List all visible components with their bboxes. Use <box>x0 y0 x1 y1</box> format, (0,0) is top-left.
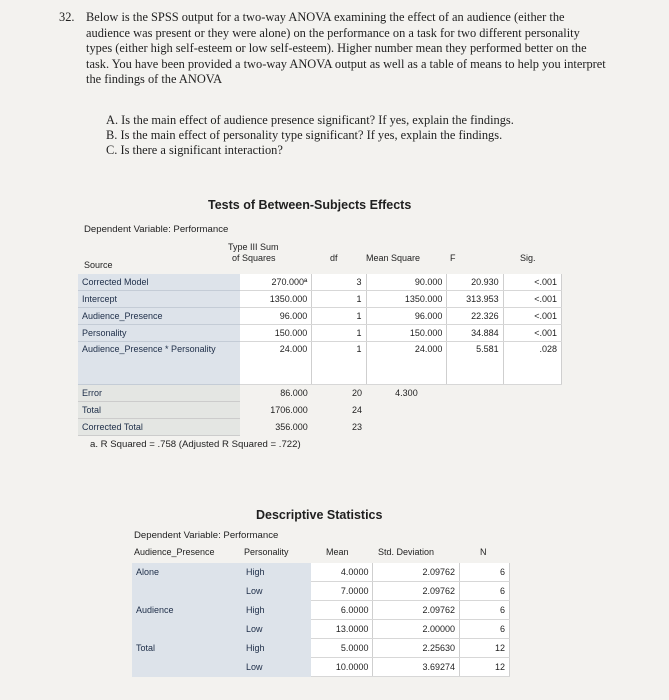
header-ss-line1: Type III Sum <box>228 242 279 252</box>
row-source: Personality <box>78 325 240 342</box>
row-source: Error <box>78 385 240 402</box>
cell-sig: <.001 <box>503 274 561 291</box>
cell-df: 3 <box>312 274 366 291</box>
cell-personality: High <box>242 563 311 582</box>
row-source: Intercept <box>78 291 240 308</box>
table-row <box>132 601 510 620</box>
cell-df: 1 <box>312 325 366 342</box>
row-source: Total <box>78 402 240 419</box>
question-number: 32. <box>59 10 75 24</box>
cell-ss: 1706.000 <box>270 405 308 415</box>
descriptives-table <box>132 563 510 677</box>
cell-df: 1 <box>312 342 366 385</box>
table-row <box>78 385 562 402</box>
cell-sd: 2.09762 <box>373 563 460 582</box>
cell-f: 5.581 <box>447 342 503 385</box>
header-n: N <box>480 547 487 557</box>
cell-sig: <.001 <box>503 325 561 342</box>
row-source: Audience_Presence <box>78 308 240 325</box>
row-source: Corrected Total <box>78 419 240 436</box>
header-source: Source <box>84 260 113 270</box>
cell-audience <box>132 582 242 601</box>
cell-personality: High <box>242 639 311 658</box>
sub-questions <box>106 113 514 159</box>
sub-question-a: A. Is the main effect of audience presence significant? If yes, explain the findings. <box>106 113 514 127</box>
cell-df: 20 <box>352 388 363 399</box>
table-row <box>78 291 562 308</box>
cell-df: 24 <box>352 405 363 415</box>
cell-ms: 96.000 <box>366 308 447 325</box>
header-sig: Sig. <box>520 253 536 263</box>
table-row <box>78 402 562 419</box>
cell-ss: 356.000 <box>275 422 308 432</box>
cell-f: 22.326 <box>447 308 503 325</box>
sub-question-b: B. Is the main effect of personality type significant? If yes, explain the findings. <box>106 128 503 143</box>
cell-personality: Low <box>242 582 311 601</box>
cell-f <box>447 402 503 419</box>
row-source: Audience_Presence * Personality <box>78 342 240 385</box>
anova-title: Tests of Between-Subjects Effects <box>208 198 412 212</box>
cell-ss: 270.000ª <box>240 274 312 291</box>
table-row <box>78 274 562 291</box>
cell-sig <box>503 402 561 419</box>
cell-df: 23 <box>352 422 363 432</box>
anova-dependent-variable: Dependent Variable: Performance <box>84 224 229 235</box>
cell-mean: 13.0000 <box>311 620 373 639</box>
cell-f: 313.953 <box>447 291 503 308</box>
table-row <box>132 563 510 582</box>
descriptives-title: Descriptive Statistics <box>256 508 383 522</box>
cell-audience: Alone <box>132 563 242 582</box>
cell-audience <box>132 658 242 677</box>
cell-ss: 96.000 <box>240 308 312 325</box>
cell-mean: 10.0000 <box>311 658 373 677</box>
cell-mean: 6.0000 <box>311 601 373 620</box>
cell-ms <box>366 402 447 419</box>
cell-ss: 1350.000 <box>240 291 312 308</box>
cell-ms <box>366 419 447 436</box>
cell-mean: 5.0000 <box>311 639 373 658</box>
cell-ms: 1350.000 <box>366 291 447 308</box>
cell-sd: 2.09762 <box>373 601 460 620</box>
cell-ss: 86.000 <box>280 388 308 399</box>
question-block <box>59 10 606 88</box>
cell-n: 6 <box>460 582 510 601</box>
cell-ms: 24.000 <box>366 342 447 385</box>
anova-table <box>78 274 562 436</box>
cell-sd: 3.69274 <box>373 658 460 677</box>
cell-df: 1 <box>312 291 366 308</box>
table-row <box>132 582 510 601</box>
sub-question-c: C. Is there a significant interaction? <box>106 143 283 158</box>
cell-n: 12 <box>460 658 510 677</box>
descriptives-dependent-variable: Dependent Variable: Performance <box>134 530 279 541</box>
cell-ms: 90.000 <box>366 274 447 291</box>
header-audience: Audience_Presence <box>134 547 215 557</box>
cell-sig <box>503 419 561 436</box>
cell-sd: 2.00000 <box>373 620 460 639</box>
header-f: F <box>450 253 456 263</box>
cell-f: 34.884 <box>447 325 503 342</box>
header-df: df <box>330 253 338 263</box>
table-row <box>78 308 562 325</box>
cell-audience: Total <box>132 639 242 658</box>
cell-sig: <.001 <box>503 308 561 325</box>
table-row <box>132 620 510 639</box>
header-std-deviation: Std. Deviation <box>378 547 435 557</box>
cell-sd: 2.25630 <box>373 639 460 658</box>
cell-mean: 7.0000 <box>311 582 373 601</box>
header-mean-square: Mean Square <box>366 253 421 263</box>
table-row <box>132 658 510 677</box>
cell-sd: 2.09762 <box>373 582 460 601</box>
cell-ms: 150.000 <box>366 325 447 342</box>
cell-ss: 150.000 <box>240 325 312 342</box>
cell-n: 6 <box>460 620 510 639</box>
cell-personality: Low <box>242 620 311 639</box>
cell-ss: 24.000 <box>240 342 312 385</box>
cell-sig <box>503 385 561 402</box>
header-personality: Personality <box>244 547 289 557</box>
cell-sig: .028 <box>503 342 561 385</box>
cell-sig: <.001 <box>503 291 561 308</box>
header-mean: Mean <box>326 547 349 557</box>
cell-audience: Audience <box>132 601 242 620</box>
cell-f <box>447 419 503 436</box>
cell-ms: 4.300 <box>395 388 418 399</box>
table-row <box>78 419 562 436</box>
cell-mean: 4.0000 <box>311 563 373 582</box>
cell-f <box>447 385 503 402</box>
anova-footnote: a. R Squared = .758 (Adjusted R Squared = .722) <box>90 439 301 450</box>
cell-personality: High <box>242 601 311 620</box>
cell-f: 20.930 <box>447 274 503 291</box>
header-ss-line2: of Squares <box>232 253 276 263</box>
cell-audience <box>132 620 242 639</box>
table-row <box>78 342 562 385</box>
row-source: Corrected Model <box>78 274 240 291</box>
cell-n: 12 <box>460 639 510 658</box>
cell-df: 1 <box>312 308 366 325</box>
cell-personality: Low <box>242 658 311 677</box>
table-row <box>78 325 562 342</box>
table-row <box>132 639 510 658</box>
cell-n: 6 <box>460 563 510 582</box>
cell-n: 6 <box>460 601 510 620</box>
question-text: Below is the SPSS output for a two-way ANOVA examining the effect of an audience (either the audience was present or they were alone) on the performance on a task for two different personality types (either high self-esteem or low self-esteem). Higher number mean they performed better on the task. You have been provided a two-way ANOVA output as well as a table of means to help you interpret the findings of the ANOVA <box>86 10 606 87</box>
